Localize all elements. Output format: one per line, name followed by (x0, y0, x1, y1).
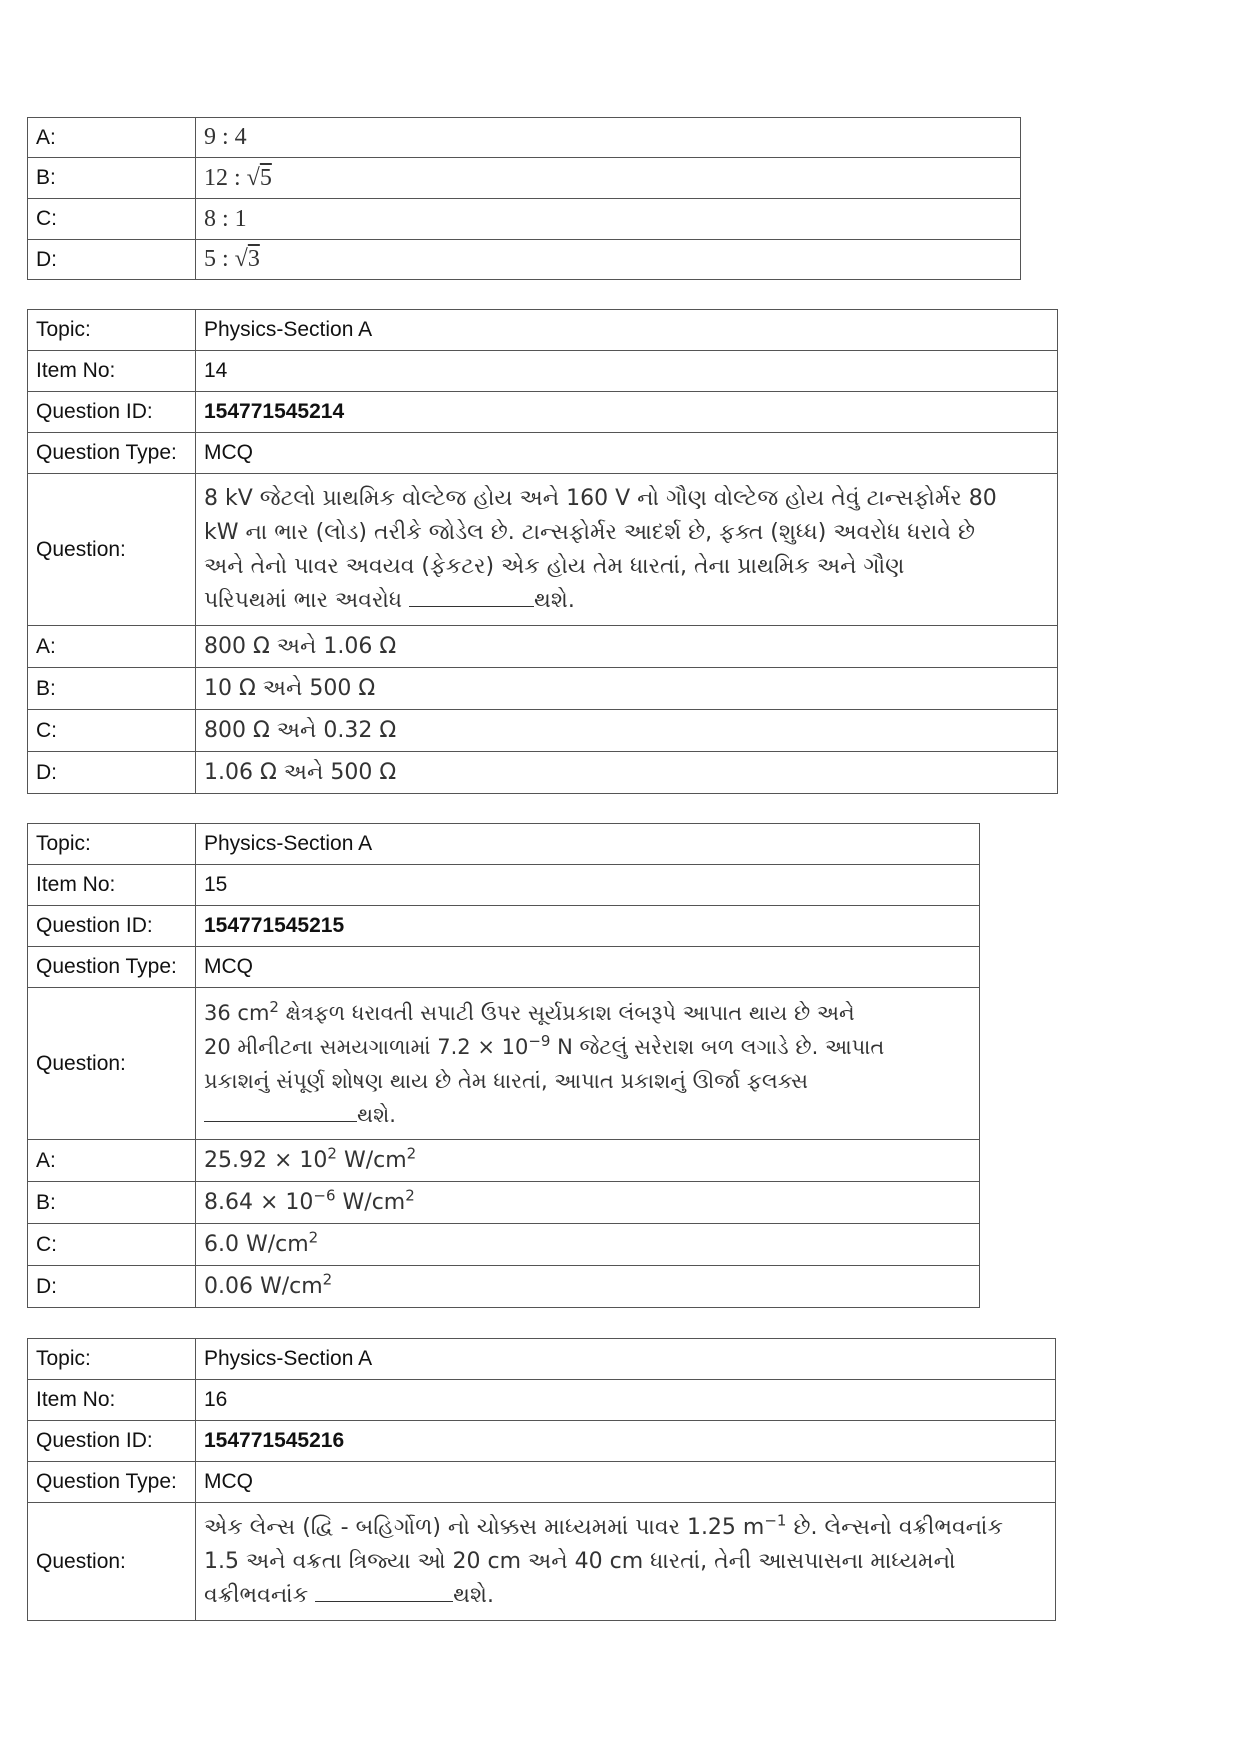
option-value: 8 : 1 (196, 199, 1021, 240)
item-no-row (28, 351, 1058, 392)
topic-row (28, 1339, 1056, 1380)
option-label: D: (28, 240, 196, 280)
question-14-table (27, 309, 1058, 794)
question-id-row (28, 906, 980, 947)
question-label: Question: (28, 474, 196, 626)
question-row (28, 474, 1058, 626)
option-label: C: (28, 710, 196, 752)
option-value: 6.0 $W/cm^2$ (196, 1224, 980, 1266)
question-text (196, 988, 980, 1140)
question-line: એક લેન્સ (દ્વિ - બહિર્ગોળ) નો ચોક્કસ માધ્યમમાં પાવર 1.25 $m^{-1}$ છે. લેન્સનો વક્રીભવનાંક (204, 1511, 1003, 1540)
option-value: 5 : √3 (196, 240, 1021, 280)
question-line: kW ના ભાર (લોડ) તરીકે જોડેલ છે. ટાન્સફોર્મર આદર્શ છે, ફક્ત (શુધ્ધ) અવરોધ ધરાવે છે (204, 519, 975, 545)
option-row-a (28, 118, 1021, 158)
item-no-value: 14 (196, 351, 1058, 392)
option-row-c (28, 1224, 980, 1266)
topic-value: Physics-Section A (196, 310, 1058, 351)
topic-row (28, 824, 980, 865)
question-label: Question: (28, 988, 196, 1140)
item-no-value: 15 (196, 865, 980, 906)
question-text (196, 1503, 1056, 1621)
question-id-label: Question ID: (28, 906, 196, 947)
option-value: 0.06 $W/cm^2$ (196, 1266, 980, 1308)
item-no-value: 16 (196, 1380, 1056, 1421)
option-value: 12 : √5 (196, 158, 1021, 199)
question-type-label: Question Type: (28, 947, 196, 988)
option-value: 10 Ω અને 500 Ω (196, 668, 1058, 710)
question-line: 1.5 અને વક્રતા ત્રિજ્યા ઓ 20 cm અને 40 cm ધારતાં, તેની આસપાસના માધ્યમનો (204, 1548, 956, 1574)
question-id-value: 154771545214 (196, 392, 1058, 433)
question-text (196, 474, 1058, 626)
topic-label: Topic: (28, 824, 196, 865)
question-type-row (28, 947, 980, 988)
question-id-row (28, 392, 1058, 433)
option-label: D: (28, 1266, 196, 1308)
prev-options-table (27, 117, 1021, 280)
option-row-b (28, 1182, 980, 1224)
option-label: B: (28, 668, 196, 710)
option-label: B: (28, 1182, 196, 1224)
question-line: થશે. (204, 1098, 971, 1132)
question-line: 20 મીનીટના સમયગાળામાં $7.2 \times 10^{-9}$ N જેટલું સરેરાશ બળ લગાડે છે. આપાત (204, 1031, 885, 1059)
topic-value: Physics-Section A (196, 1339, 1056, 1380)
option-row-d (28, 1266, 980, 1308)
question-id-value: 154771545215 (196, 906, 980, 947)
question-type-label: Question Type: (28, 1462, 196, 1503)
question-id-row (28, 1421, 1056, 1462)
option-row-a (28, 1140, 980, 1182)
item-no-label: Item No: (28, 865, 196, 906)
option-label: D: (28, 752, 196, 794)
option-row-d (28, 752, 1058, 794)
question-type-value: MCQ (196, 947, 980, 988)
question-type-value: MCQ (196, 1462, 1056, 1503)
option-row-a (28, 626, 1058, 668)
item-no-label: Item No: (28, 1380, 196, 1421)
question-15-table (27, 823, 980, 1308)
answer-blank (204, 1099, 357, 1122)
option-value: 800 Ω અને 0.32 Ω (196, 710, 1058, 752)
question-type-row (28, 433, 1058, 474)
topic-row (28, 310, 1058, 351)
option-row-b (28, 668, 1058, 710)
question-line: પરિપથમાં ભાર અવરોધ થશે. (204, 584, 1049, 618)
answer-blank (409, 584, 534, 607)
question-id-value: 154771545216 (196, 1421, 1056, 1462)
question-line: વક્રીભવનાંક થશે. (204, 1579, 1047, 1613)
question-row (28, 1503, 1056, 1621)
question-type-value: MCQ (196, 433, 1058, 474)
question-type-label: Question Type: (28, 433, 196, 474)
question-line: 8 kV જેટલો પ્રાથમિક વોલ્ટેજ હોય અને 160 V નો ગૌણ વોલ્ટેજ હોય તેવું ટાન્સફોર્મર 80 (204, 485, 997, 511)
question-line: પ્રકાશનું સંપૂર્ણ શોષણ થાય છે તેમ ધારતાં, આપાત પ્રકાશનું ઊર્જા ફલક્સ (204, 1068, 809, 1093)
option-value: 9 : 4 (196, 118, 1021, 158)
question-line: અને તેનો પાવર અવયવ (ફેકટર) એક હોય તેમ ધારતાં, તેના પ્રાથમિક અને ગૌણ (204, 553, 905, 579)
question-row (28, 988, 980, 1140)
option-label: C: (28, 1224, 196, 1266)
option-row-c (28, 710, 1058, 752)
item-no-label: Item No: (28, 351, 196, 392)
question-label: Question: (28, 1503, 196, 1621)
option-label: A: (28, 626, 196, 668)
option-value: 800 Ω અને 1.06 Ω (196, 626, 1058, 668)
topic-label: Topic: (28, 310, 196, 351)
question-16-table (27, 1338, 1056, 1621)
option-row-b (28, 158, 1021, 199)
question-id-label: Question ID: (28, 392, 196, 433)
option-label: B: (28, 158, 196, 199)
question-type-row (28, 1462, 1056, 1503)
option-label: A: (28, 118, 196, 158)
topic-value: Physics-Section A (196, 824, 980, 865)
answer-blank (315, 1579, 453, 1602)
topic-label: Topic: (28, 1339, 196, 1380)
option-label: A: (28, 1140, 196, 1182)
item-no-row (28, 865, 980, 906)
option-row-c (28, 199, 1021, 240)
option-label: C: (28, 199, 196, 240)
option-value: $8.64 \times 10^{-6}$ $W/cm^2$ (196, 1182, 980, 1224)
option-value: $25.92 \times 10^2$ $W/cm^2$ (196, 1140, 980, 1182)
question-id-label: Question ID: (28, 1421, 196, 1462)
option-row-d (28, 240, 1021, 280)
question-line: 36 $cm^2$ ક્ષેત્રફળ ધરાવતી સપાટી ઉપર સૂર્યપ્રકાશ લંબરૂપે આપાત થાય છે અને (204, 997, 855, 1025)
option-value: 1.06 Ω અને 500 Ω (196, 752, 1058, 794)
item-no-row (28, 1380, 1056, 1421)
